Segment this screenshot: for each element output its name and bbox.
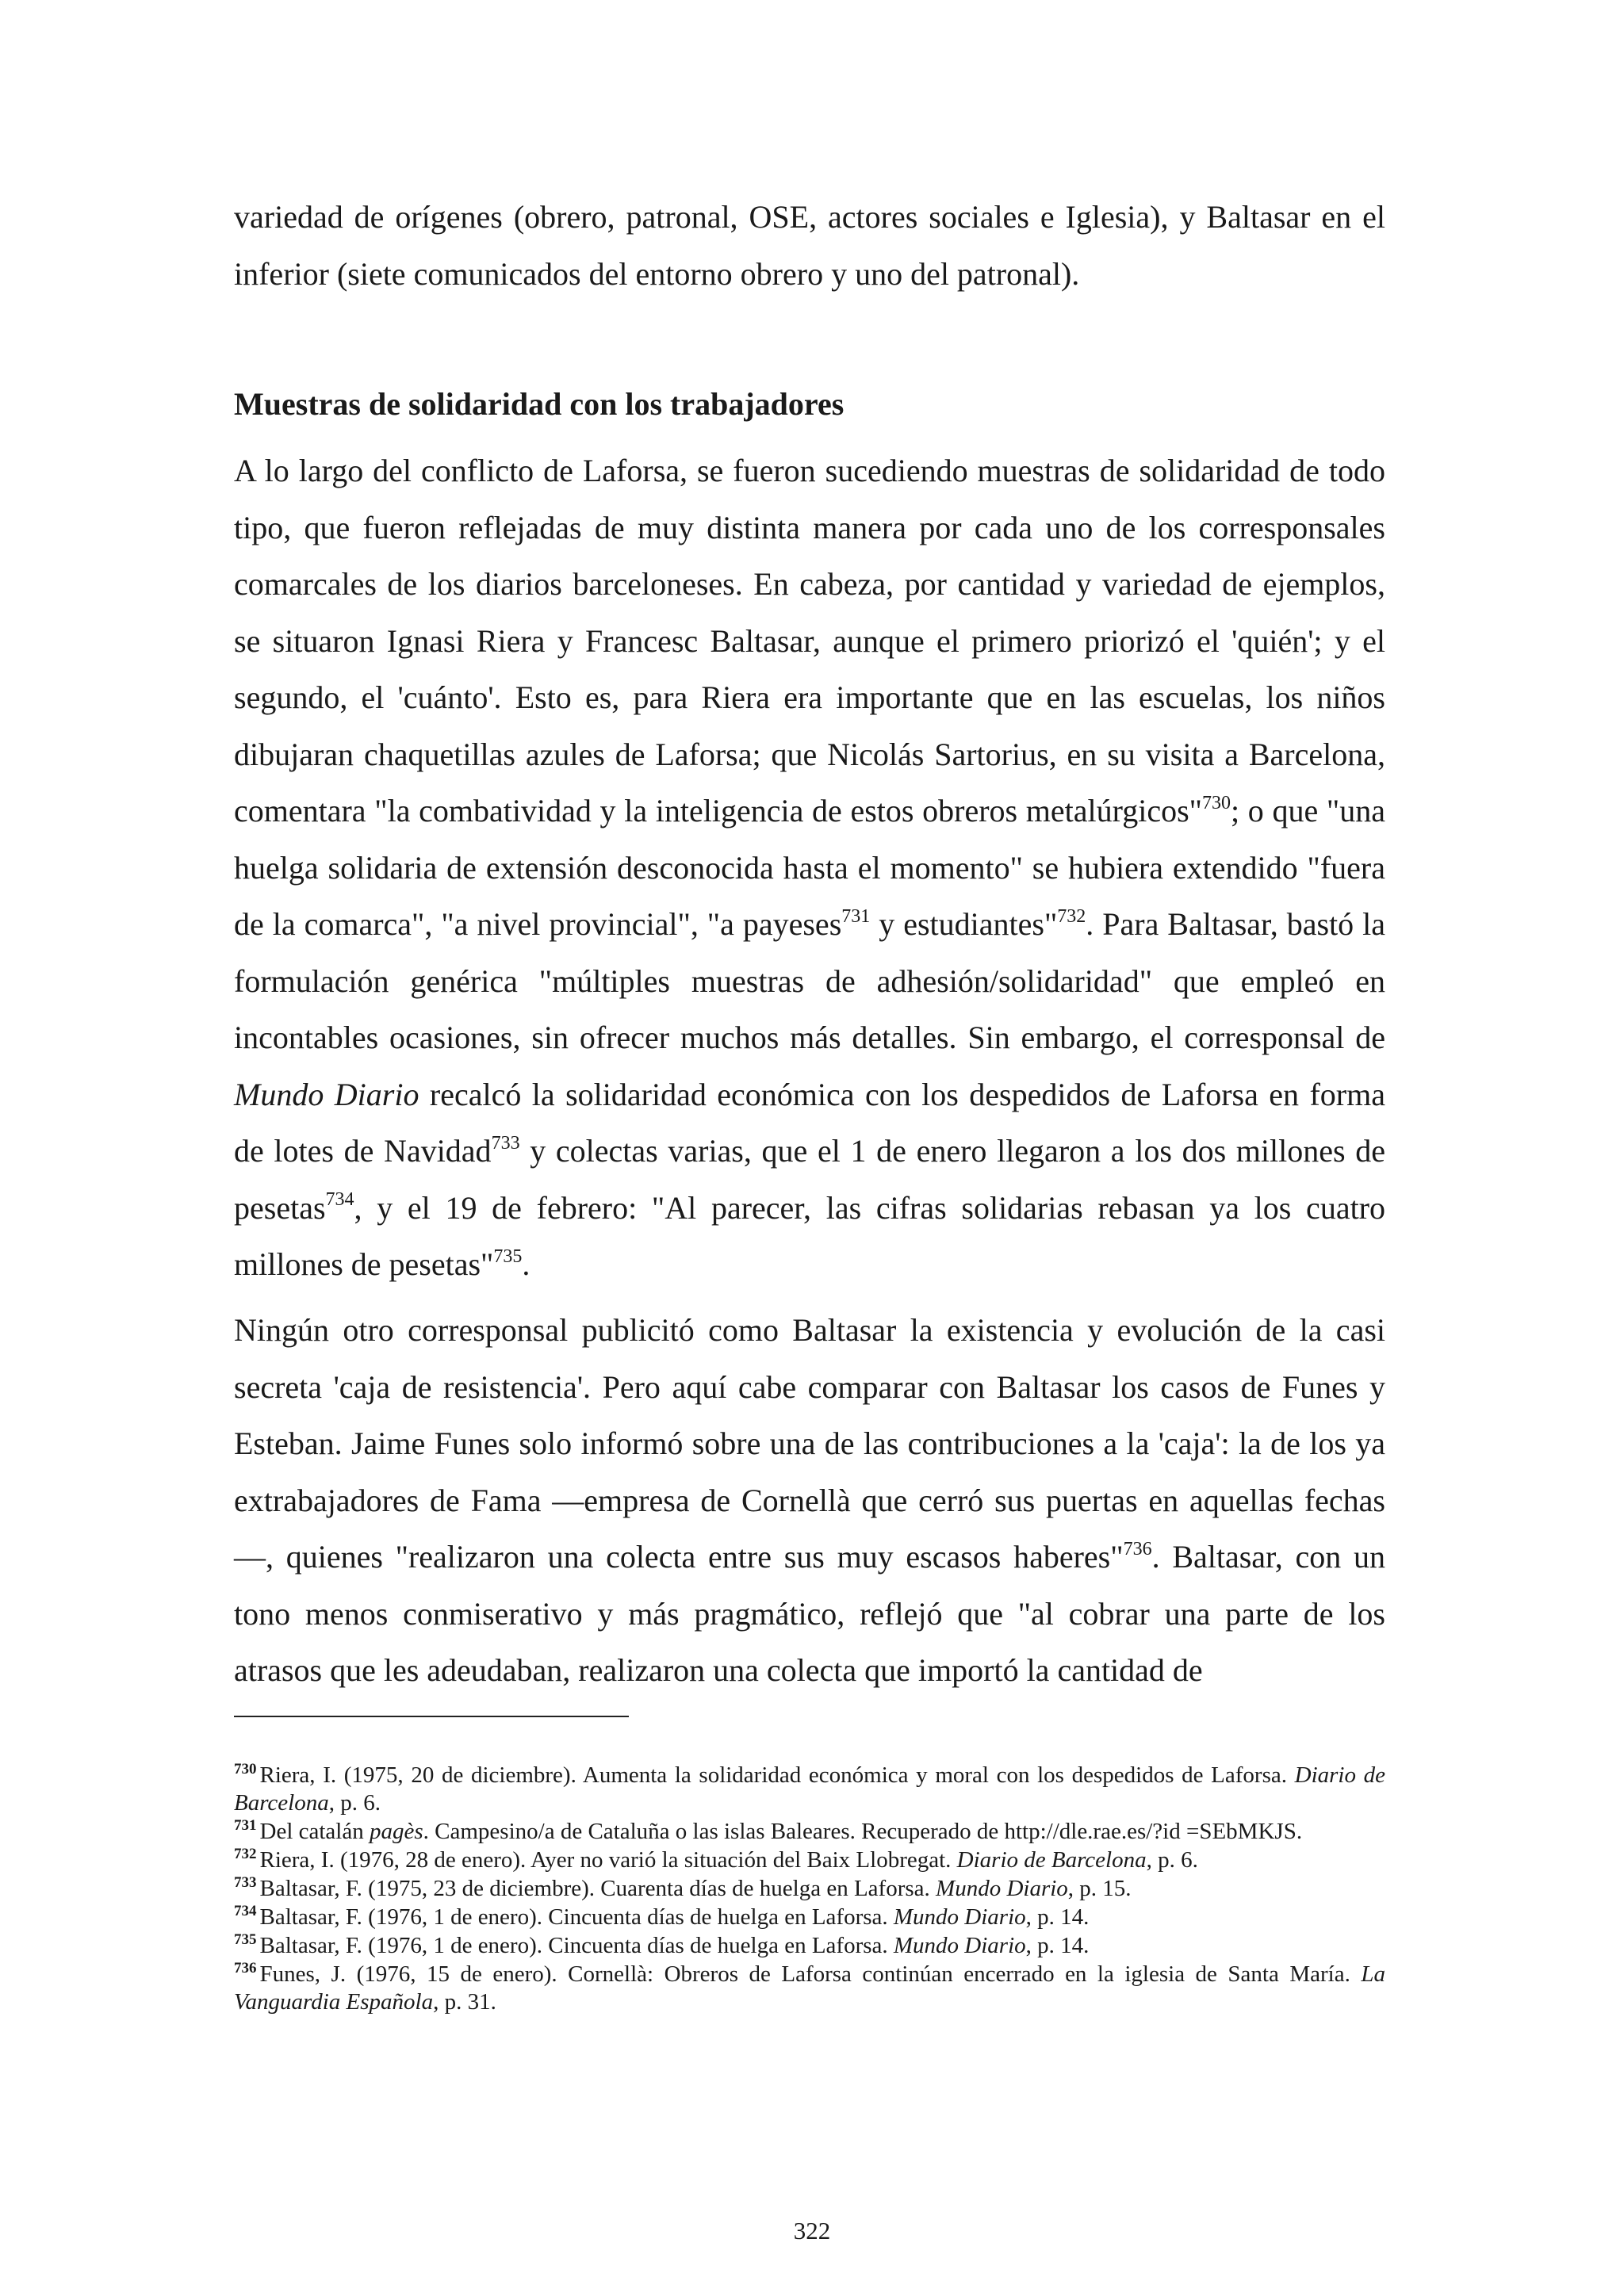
paragraph-1: [234, 442, 1385, 1293]
page-number: 322: [793, 2217, 831, 2244]
paragraph-text: recalcó la solidaridad económica con los despedidos de Laforsa en forma de lotes de Navidad: [234, 1076, 1385, 1169]
paragraph-text: A lo largo del conflicto de Laforsa, se fueron sucediendo muestras de solidaridad de todo tipo, que fueron reflejadas de muy distinta manera por cada uno de los corresponsales comarcales de los diarios barceloneses. En cabeza, por cantidad y variedad de ejemplos, se situaron Ignasi Riera y Francesc Baltasar, aunque el primero priorizó el 'quién'; y el segundo, el 'cuánto'. Esto es, para Riera era importante que en las escuelas, los niños dibujaran chaquetillas azules de Laforsa; que Nicolás Sartorius, en su visita a Barcelona, comentara "la combatividad y la inteligencia de estos obreros metalúrgicos": [234, 453, 1385, 828]
footnotes: [234, 1762, 1385, 2017]
footnote-ref-736[interactable]: 736: [1123, 1538, 1152, 1559]
footnote-text: , p. 6.: [1146, 1847, 1198, 1873]
footnote-number: 734: [234, 1903, 257, 1920]
footnote-text: Baltasar, F. (1976, 1 de enero). Cincuenta días de huelga en Laforsa.: [259, 1904, 894, 1930]
footnote-source: pagès: [369, 1819, 423, 1844]
footnote-ref-734[interactable]: 734: [325, 1189, 354, 1211]
footnote-text: Baltasar, F. (1976, 1 de enero). Cincuenta días de huelga en Laforsa.: [259, 1933, 894, 1958]
footnote-source: Mundo Diario: [893, 1904, 1026, 1930]
footnote-source: Mundo Diario: [936, 1876, 1068, 1901]
footnote-text: , p. 14.: [1025, 1933, 1090, 1958]
paragraph-text: . Baltasar, con un tono menos conmiserativo y más pragmático, reflejó que "al cobrar una parte de los atrasos que les adeudaban, realizaron una colecta que importó la cantidad de: [234, 1539, 1385, 1688]
footnote-number: 736: [234, 1960, 257, 1977]
footnote-ref-731[interactable]: 731: [841, 905, 871, 927]
footnote: [234, 1846, 1385, 1874]
footnote-text: Baltasar, F. (1975, 23 de diciembre). Cuarenta días de huelga en Laforsa.: [259, 1876, 936, 1901]
footnote-source: La Vanguardia Española: [234, 1961, 1385, 2015]
footnote-ref-730[interactable]: 730: [1202, 792, 1231, 813]
paragraph-2: [234, 1302, 1385, 1699]
footnote: [234, 1762, 1385, 1817]
footnote-source: Diario de Barcelona: [956, 1847, 1147, 1873]
footnote: [234, 1818, 1385, 1846]
footnote-source: Diario de Barcelona: [234, 1762, 1385, 1816]
footnote-number: 731: [234, 1817, 257, 1835]
footnote-text: Funes, J. (1976, 15 de enero). Cornellà: Obreros de Laforsa continúan encerrado en la iglesia de Santa María.: [259, 1961, 1362, 1987]
footnote: [234, 1875, 1385, 1903]
footnote-text: Riera, I. (1975, 20 de diciembre). Aumenta la solidaridad económica y moral con los despedidos de Laforsa.: [259, 1762, 1295, 1788]
footnote-text: . Campesino/a de Cataluña o las islas Baleares. Recuperado de http://dle.rae.es/?id =SEbMKJS.: [423, 1819, 1303, 1844]
paragraph-text: .: [522, 1246, 530, 1282]
footnote-number: 732: [234, 1846, 257, 1863]
footnote: [234, 1932, 1385, 1960]
footnote-ref-735[interactable]: 735: [493, 1246, 523, 1267]
footnote-text: Del catalán: [259, 1819, 370, 1844]
intro-text: variedad de orígenes (obrero, patronal, OSE, actores sociales e Iglesia), y Baltasar en el inferior (siete comunicados del entorno obrero y uno del patronal).: [234, 199, 1385, 292]
paragraph-text: . Para Baltasar, bastó la formulación genérica "múltiples muestras de adhesión/solidaridad" que empleó en incontables ocasiones, sin ofrecer muchos más detalles. Sin embargo, el corresponsal de: [234, 906, 1386, 1055]
paragraph-text: , y el 19 de febrero: "Al parecer, las cifras solidarias rebasan ya los cuatro millones de pesetas": [234, 1189, 1385, 1282]
intro-paragraph: [234, 189, 1385, 302]
paragraph-text: y colectas varias, que el 1 de enero llegaron a los dos millones de pesetas: [234, 1133, 1385, 1226]
footnote: [234, 1904, 1385, 1931]
paragraph-text: y estudiantes": [870, 906, 1058, 942]
paragraph-text: Ningún otro corresponsal publicitó como Baltasar la existencia y evolución de la casi secreta 'caja de resistencia'. Pero aquí cabe comparar con Baltasar los casos de Funes y Esteban. Jaime Funes solo informó sobre una de las contribuciones a la 'caja': la de los ya extrabajadores de Fama —empresa de Cornellà que cerró sus puertas en aquellas fechas—, quienes "realizaron una colecta entre sus muy escasos haberes": [234, 1312, 1385, 1575]
footnote-text: , p. 31.: [433, 1989, 496, 2015]
footnote-number: 735: [234, 1931, 257, 1949]
footnote-text: , p. 15.: [1067, 1876, 1132, 1901]
footnote-text: Riera, I. (1976, 28 de enero). Ayer no varió la situación del Baix Llobregat.: [259, 1847, 957, 1873]
footnote-source: Mundo Diario: [893, 1933, 1026, 1958]
footnote-ref-733[interactable]: 733: [491, 1132, 520, 1154]
footnote-text: , p. 6.: [328, 1790, 381, 1816]
footnote-separator: [234, 1716, 629, 1717]
paragraph-text: ; o que "una huelga solidaria de extensión desconocida hasta el momento" se hubiera extendido "fuera de la comarca", "a nivel provincial", "a payeses: [234, 793, 1385, 942]
footnote-ref-732[interactable]: 732: [1057, 905, 1086, 927]
section-heading: Muestras de solidaridad con los trabajadores: [234, 386, 845, 422]
footnote-text: , p. 14.: [1025, 1904, 1090, 1930]
footnote-number: 733: [234, 1874, 257, 1892]
newspaper-title: Mundo Diario: [234, 1076, 419, 1112]
footnote: [234, 1961, 1385, 2016]
footnote-number: 730: [234, 1761, 257, 1778]
